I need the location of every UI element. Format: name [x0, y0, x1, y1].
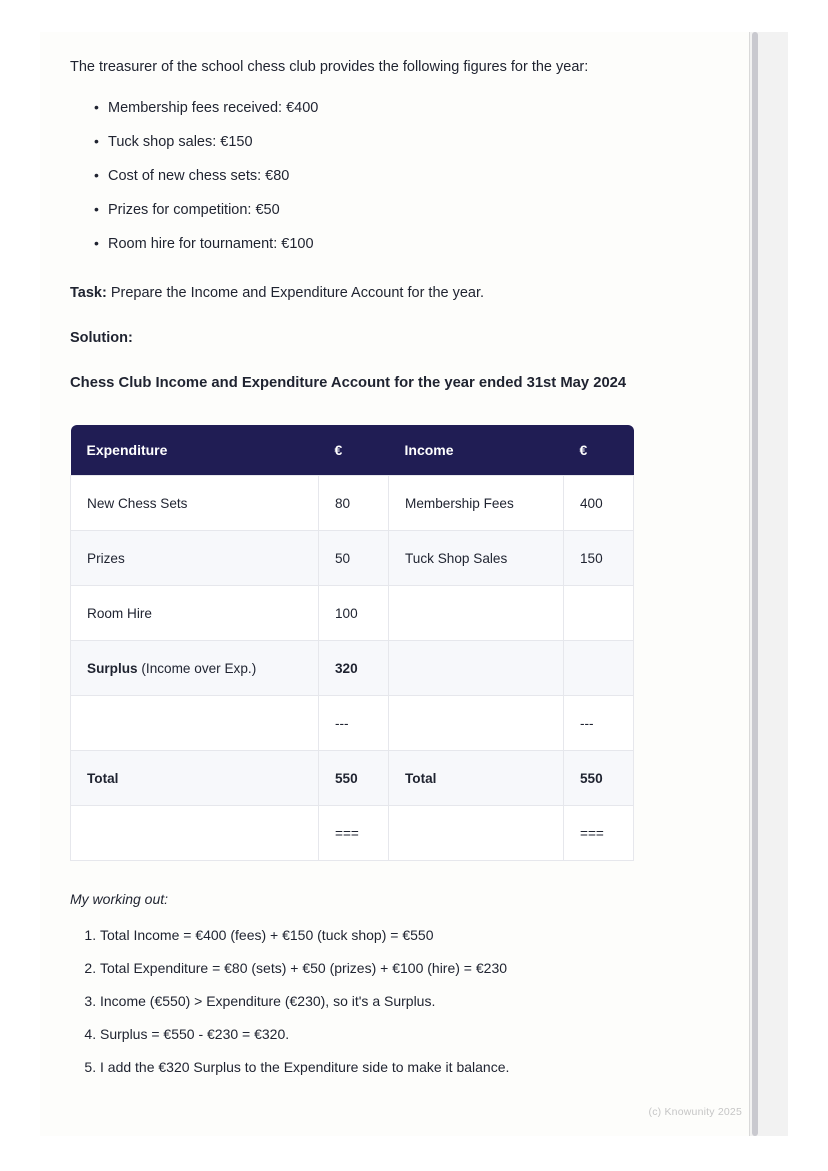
column-header-income-amount: € — [564, 425, 634, 476]
column-header-expenditure-amount: € — [319, 425, 389, 476]
table-row-total — [71, 751, 634, 806]
table-row — [71, 531, 634, 586]
working-steps-list — [70, 925, 636, 1077]
surplus-bold-label: Surplus — [87, 660, 138, 676]
list-item: 4. Surplus = €550 - €230 = €320. — [100, 1024, 636, 1044]
list-item: • Membership fees received: €400 — [94, 98, 636, 118]
surplus-note: (Income over Exp.) — [137, 660, 257, 676]
scrollbar-thumb[interactable] — [752, 32, 758, 1136]
working-out-label: My working out: — [70, 891, 169, 907]
cell-expenditure-item: New Chess Sets — [71, 476, 319, 531]
table-row-double-rule — [71, 806, 634, 861]
cell-income-amount: 150 — [564, 531, 634, 586]
table-row-rule — [71, 696, 634, 751]
intro-paragraph: The treasurer of the school chess club provides the following figures for the year: — [70, 59, 589, 75]
column-header-expenditure: Expenditure — [71, 425, 319, 476]
cell-expenditure-item — [71, 696, 319, 751]
cell-expenditure-amount: 50 — [319, 531, 389, 586]
cell-income-double-rule: === — [564, 806, 634, 861]
figures-list — [70, 98, 636, 254]
cell-income-rule: --- — [564, 696, 634, 751]
cell-income-total-amount: 550 — [564, 751, 634, 806]
cell-income-amount — [564, 641, 634, 696]
cell-income-item — [389, 806, 564, 861]
watermark: (c) Knowunity 2025 — [648, 1106, 742, 1118]
cell-income-item: Membership Fees — [389, 476, 564, 531]
list-item: 1. Total Income = €400 (fees) + €150 (tuck shop) = €550 — [100, 925, 636, 945]
cell-expenditure-total-amount: 550 — [319, 751, 389, 806]
cell-expenditure-amount: 100 — [319, 586, 389, 641]
list-item: 2. Total Expenditure = €80 (sets) + €50 (prizes) + €100 (hire) = €230 — [100, 958, 636, 978]
document-sheet — [40, 32, 788, 1136]
list-item: 3. Income (€550) > Expenditure (€230), so it's a Surplus. — [100, 991, 636, 1011]
cell-surplus-amount: 320 — [319, 641, 389, 696]
document-content — [70, 40, 636, 1090]
cell-income-item — [389, 696, 564, 751]
list-item: • Cost of new chess sets: €80 — [94, 166, 636, 186]
task-text: Prepare the Income and Expenditure Account for the year. — [106, 285, 485, 301]
table-row-surplus — [71, 641, 634, 696]
cell-income-amount: 400 — [564, 476, 634, 531]
cell-expenditure-item: Room Hire — [71, 586, 319, 641]
table-header-row — [71, 425, 634, 476]
solution-label: Solution: — [70, 330, 133, 346]
cell-income-item — [389, 641, 564, 696]
income-expenditure-table — [70, 425, 634, 861]
cell-expenditure-item: Prizes — [71, 531, 319, 586]
cell-income-item — [389, 586, 564, 641]
cell-income-amount — [564, 586, 634, 641]
list-item: • Tuck shop sales: €150 — [94, 132, 636, 152]
column-header-income: Income — [389, 425, 564, 476]
cell-expenditure-total-label: Total — [71, 751, 319, 806]
task-paragraph — [70, 282, 636, 304]
task-label: Task: — [70, 285, 107, 301]
list-item: 5. I add the €320 Surplus to the Expenditure side to make it balance. — [100, 1057, 636, 1077]
cell-income-item: Tuck Shop Sales — [389, 531, 564, 586]
table-row — [71, 586, 634, 641]
list-item: • Room hire for tournament: €100 — [94, 234, 636, 254]
table-row — [71, 476, 634, 531]
account-title: Chess Club Income and Expenditure Account for the year ended 31st May 2024 — [70, 375, 627, 391]
cell-expenditure-item — [71, 806, 319, 861]
cell-income-total-label: Total — [389, 751, 564, 806]
cell-expenditure-double-rule: === — [319, 806, 389, 861]
cell-expenditure-amount: 80 — [319, 476, 389, 531]
list-item: • Prizes for competition: €50 — [94, 200, 636, 220]
cell-expenditure-rule: --- — [319, 696, 389, 751]
cell-surplus-label — [71, 641, 319, 696]
